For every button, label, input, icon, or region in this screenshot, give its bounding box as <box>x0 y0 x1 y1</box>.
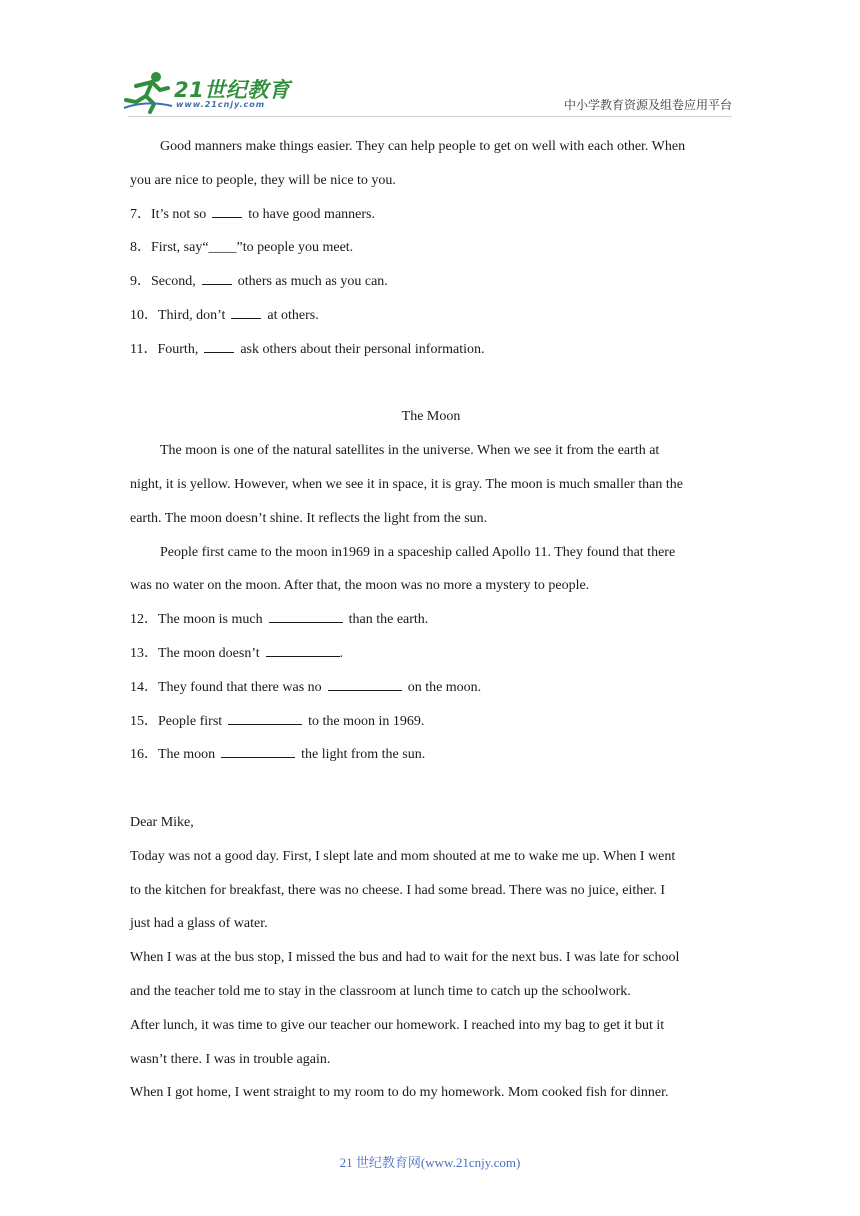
letter-line-6: After lunch, it was time to give our teacher our homework. I reached into my bag to get it but it <box>130 1017 665 1033</box>
header-divider <box>128 116 732 117</box>
letter-line-4: When I was at the bus stop, I missed the bus and had to wait for the next bus. I was late for school <box>130 950 680 966</box>
document-body <box>130 130 732 1110</box>
passage2-p1-line-3: earth. The moon doesn’t shine. It reflects the light from the sun. <box>130 510 488 526</box>
question-10: 10．Third, don’t at others. <box>130 299 732 333</box>
site-logo[interactable] <box>122 70 292 114</box>
question-9: 9．Second, others as much as you can. <box>130 265 732 299</box>
passage2-p2-line-1: People first came to the moon in1969 in a spaceship called Apollo 11. They found that there <box>160 544 676 560</box>
passage1-line-1: Good manners make things easier. They can help people to get on well with each other. When <box>160 139 686 154</box>
question-14: 14．They found that there was no on the moon. <box>130 671 732 705</box>
question-11: 11．Fourth, ask others about their personal information. <box>130 333 732 367</box>
letter-line-1: Today was not a good day. First, I slept late and mom shouted at me to wake me up. When I went <box>130 848 676 864</box>
letter-line-2: to the kitchen for breakfast, there was no cheese. I had some bread. There was no juice, either. I <box>130 882 666 898</box>
passage2-p2-line-2: was no water on the moon. After that, the moon was no more a mystery to people. <box>130 578 590 594</box>
passage2-p1-line-2: night, it is yellow. However, when we see it in space, it is gray. The moon is much smaller than the <box>130 476 683 492</box>
letter-line-5: and the teacher told me to stay in the classroom at lunch time to catch up the schoolwork. <box>130 983 631 999</box>
letter-greeting: Dear Mike, <box>130 814 194 830</box>
question-12: 12．The moon is much than the earth. <box>130 603 732 637</box>
answer-blank-13[interactable] <box>266 642 340 657</box>
answer-blank-10[interactable] <box>231 304 261 319</box>
runner-logo-icon <box>122 70 174 114</box>
letter-line-7: wasn’t there. I was in trouble again. <box>130 1051 331 1067</box>
question-13: 13．The moon doesn’t . <box>130 637 732 671</box>
answer-blank-9[interactable] <box>202 270 232 285</box>
answer-blank-16[interactable] <box>221 743 295 758</box>
letter-line-3: just had a glass of water. <box>130 916 268 932</box>
answer-blank-15[interactable] <box>228 710 302 725</box>
question-7: 7．It’s not so to have good manners. <box>130 198 732 232</box>
logo-text: 21世纪教育 <box>174 78 291 102</box>
page-footer[interactable]: 21 世纪教育网(www.21cnjy.com) <box>339 1155 521 1170</box>
question-8: 8．First, say“____”to people you meet. <box>130 240 354 256</box>
answer-blank-7[interactable] <box>212 203 242 218</box>
question-15: 15．People first to the moon in 1969. <box>130 705 732 739</box>
question-16: 16．The moon the light from the sun. <box>130 738 732 772</box>
answer-blank-14[interactable] <box>328 676 402 691</box>
page-header <box>0 0 860 120</box>
passage2-p1-line-1: The moon is one of the natural satellites in the universe. When we see it from the earth at <box>160 443 660 459</box>
answer-blank-11[interactable] <box>204 338 234 353</box>
letter-line-8: When I got home, I went straight to my room to do my homework. Mom cooked fish for dinner. <box>130 1085 669 1101</box>
header-tagline: 中小学教育资源及组卷应用平台 <box>563 98 732 112</box>
passage1-line-2: you are nice to people, they will be nice to you. <box>130 172 396 188</box>
answer-blank-12[interactable] <box>269 608 343 623</box>
passage2-title: The Moon <box>401 409 461 425</box>
logo-url: www.21cnjy.com <box>176 100 266 109</box>
